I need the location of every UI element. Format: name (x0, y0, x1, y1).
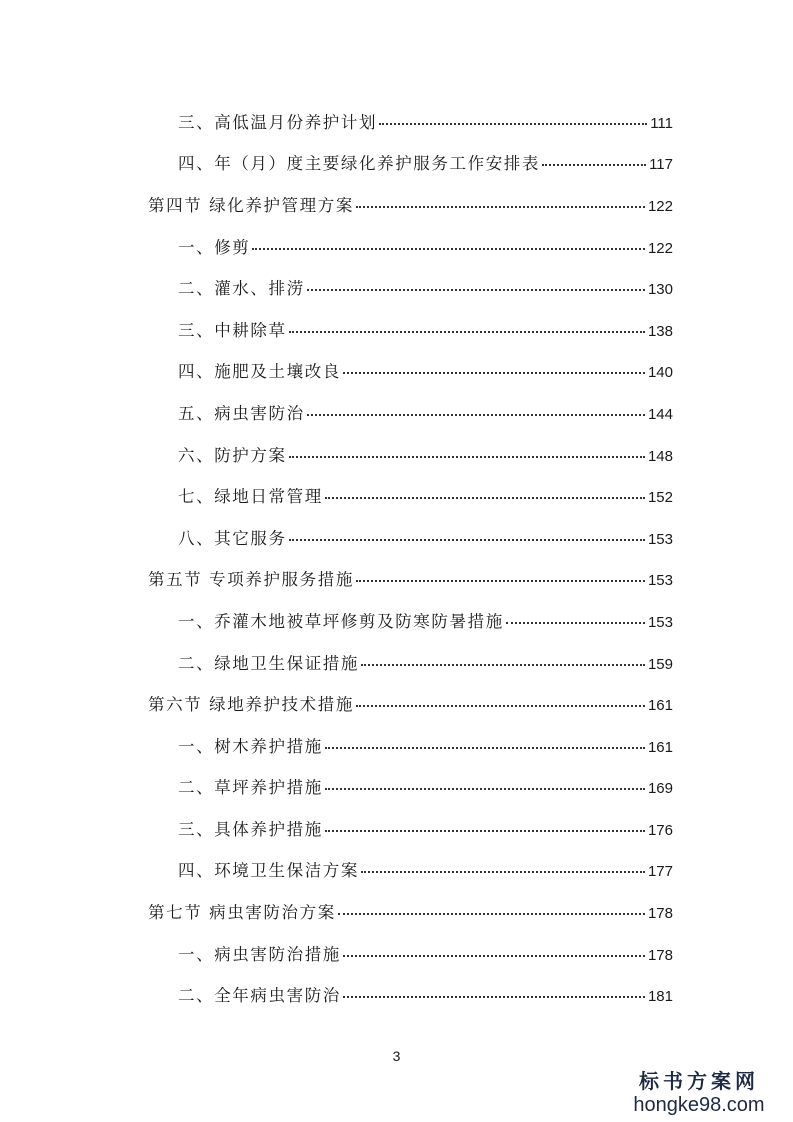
toc-entry-title: 一、乔灌木地被草坪修剪及防寒防暑措施 (178, 611, 504, 631)
toc-entry-title: 一、修剪 (178, 237, 251, 257)
toc-leader-dots (307, 414, 645, 416)
toc-entry-page: 130 (647, 281, 673, 299)
toc-leader-dots (343, 955, 645, 957)
toc-entry-title: 一、树木养护措施 (178, 736, 323, 756)
toc-entry[interactable] (0, 308, 793, 350)
toc-entry-page: 152 (647, 489, 673, 507)
watermark-name: 标书方案网 (639, 1069, 759, 1093)
toc-leader-dots (542, 164, 646, 166)
toc-entry[interactable] (0, 599, 793, 641)
toc-entry[interactable] (0, 100, 793, 142)
toc-leader-dots (252, 248, 645, 250)
table-of-contents (0, 100, 793, 1015)
toc-entry-page: 176 (647, 821, 673, 839)
toc-entry-title: 三、高低温月份养护计划 (178, 112, 378, 132)
toc-entry[interactable] (0, 641, 793, 683)
toc-section-entry[interactable] (0, 558, 793, 600)
toc-leader-dots (307, 289, 645, 291)
toc-leader-dots (289, 539, 645, 541)
toc-entry[interactable] (0, 932, 793, 974)
toc-leader-dots (379, 123, 647, 125)
toc-entry-page: 181 (647, 988, 673, 1006)
toc-leader-dots (325, 788, 645, 790)
toc-entry[interactable] (0, 766, 793, 808)
toc-section-entry[interactable] (0, 183, 793, 225)
toc-entry-title: 六、防护方案 (178, 445, 287, 465)
toc-entry-title: 四、环境卫生保洁方案 (178, 861, 359, 881)
toc-entry-page: 122 (647, 197, 673, 215)
toc-leader-dots (361, 664, 645, 666)
toc-entry-page: 161 (647, 738, 673, 756)
toc-entry-title: 二、全年病虫害防治 (178, 986, 341, 1006)
toc-entry-title: 四、施肥及土壤改良 (178, 362, 341, 382)
toc-entry-page: 117 (649, 156, 673, 174)
toc-leader-dots (338, 913, 645, 915)
toc-entry[interactable] (0, 807, 793, 849)
toc-entry-title: 二、灌水、排涝 (178, 279, 305, 299)
toc-entry[interactable] (0, 350, 793, 392)
toc-entry[interactable] (0, 266, 793, 308)
toc-entry[interactable] (0, 433, 793, 475)
toc-leader-dots (356, 580, 645, 582)
toc-entry[interactable] (0, 142, 793, 184)
toc-section-entry[interactable] (0, 682, 793, 724)
toc-entry-title: 八、其它服务 (178, 528, 287, 548)
toc-entry-title: 三、中耕除草 (178, 320, 287, 340)
toc-leader-dots (343, 372, 645, 374)
toc-entry-page: 178 (647, 946, 673, 964)
toc-leader-dots (506, 622, 645, 624)
toc-entry[interactable] (0, 973, 793, 1015)
toc-entry[interactable] (0, 391, 793, 433)
toc-entry-title: 第四节 绿化养护管理方案 (148, 195, 354, 215)
toc-entry-page: 159 (647, 655, 673, 673)
toc-entry-page: 138 (647, 322, 673, 340)
toc-entry[interactable] (0, 225, 793, 267)
toc-entry-page: 177 (647, 863, 673, 881)
toc-entry-page: 153 (647, 530, 673, 548)
toc-entry-page: 140 (647, 364, 673, 382)
toc-section-entry[interactable] (0, 890, 793, 932)
page-number: 3 (392, 1048, 401, 1064)
toc-entry-page: 144 (647, 405, 673, 423)
toc-entry-page: 153 (647, 613, 673, 631)
toc-leader-dots (325, 497, 645, 499)
toc-entry-page: 169 (647, 780, 673, 798)
toc-entry[interactable] (0, 474, 793, 516)
toc-leader-dots (361, 871, 645, 873)
toc-leader-dots (343, 996, 645, 998)
toc-entry-page: 178 (647, 905, 673, 923)
toc-entry-title: 第六节 绿地养护技术措施 (148, 695, 354, 715)
toc-entry-page: 161 (647, 697, 673, 715)
toc-leader-dots (325, 830, 645, 832)
toc-entry-title: 第七节 病虫害防治方案 (148, 903, 336, 923)
toc-entry-page: 111 (650, 114, 673, 132)
toc-leader-dots (356, 705, 645, 707)
toc-entry-title: 二、草坪养护措施 (178, 778, 323, 798)
toc-entry-title: 一、病虫害防治措施 (178, 944, 341, 964)
toc-entry[interactable] (0, 849, 793, 891)
toc-leader-dots (356, 206, 645, 208)
toc-leader-dots (289, 456, 645, 458)
toc-leader-dots (289, 331, 645, 333)
toc-entry-title: 二、绿地卫生保证措施 (178, 653, 359, 673)
toc-leader-dots (325, 747, 645, 749)
watermark-url: hongke98.com (633, 1094, 765, 1116)
toc-entry-title: 五、病虫害防治 (178, 403, 305, 423)
watermark-logo (619, 1068, 779, 1116)
toc-entry-page: 122 (647, 239, 673, 257)
toc-entry[interactable] (0, 516, 793, 558)
toc-entry-title: 三、具体养护措施 (178, 819, 323, 839)
toc-entry-title: 第五节 专项养护服务措施 (148, 570, 354, 590)
toc-entry-page: 148 (647, 447, 673, 465)
toc-entry-page: 153 (647, 572, 673, 590)
toc-entry[interactable] (0, 724, 793, 766)
toc-entry-title: 四、年（月）度主要绿化养护服务工作安排表 (178, 154, 540, 174)
toc-entry-title: 七、绿地日常管理 (178, 487, 323, 507)
